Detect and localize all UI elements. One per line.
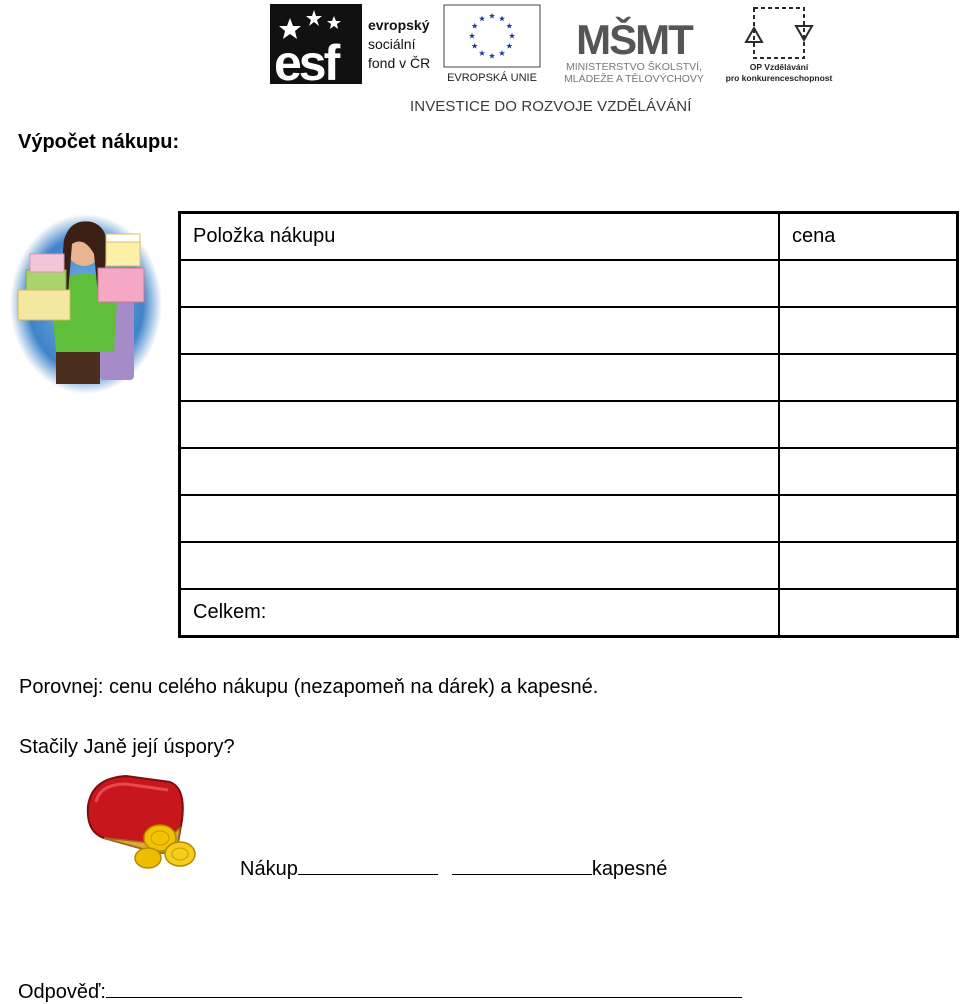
item-cell[interactable] xyxy=(180,307,780,354)
table-total-row xyxy=(180,589,958,637)
purchase-blank[interactable] xyxy=(298,856,438,875)
table-row xyxy=(180,307,958,354)
compare-instruction: Porovnej: cenu celého nákupu (nezapomeň na dárek) a kapesné. xyxy=(19,676,599,698)
logo-caption: INVESTICE DO ROZVOJE VZDĚLÁVÁNÍ xyxy=(410,98,692,115)
answer-label: Odpověď: xyxy=(18,981,106,1003)
table-row xyxy=(180,448,958,495)
purchase-table xyxy=(178,211,959,638)
item-cell[interactable] xyxy=(180,448,780,495)
price-cell[interactable] xyxy=(779,401,958,448)
wallet-coins-illustration xyxy=(82,772,200,876)
item-cell[interactable] xyxy=(180,260,780,307)
coin-icon xyxy=(135,848,161,868)
item-cell[interactable] xyxy=(180,542,780,589)
header-item: Položka nákupu xyxy=(180,213,780,261)
answer-blank[interactable] xyxy=(106,979,742,998)
comparison-left-label: Nákup xyxy=(240,858,298,880)
total-label: Celkem: xyxy=(180,589,780,637)
esf-logo xyxy=(270,4,438,84)
header-price: cena xyxy=(779,213,958,261)
shopping-woman-illustration xyxy=(10,214,162,394)
svg-text:sociální: sociální xyxy=(368,36,416,52)
svg-text:evropský: evropský xyxy=(368,17,430,33)
table-row xyxy=(180,542,958,589)
svg-text:EVROPSKÁ UNIE: EVROPSKÁ UNIE xyxy=(447,72,537,84)
item-cell[interactable] xyxy=(180,495,780,542)
svg-text:OP Vzdělávání: OP Vzdělávání xyxy=(749,62,809,72)
comparison-right-label: kapesné xyxy=(591,858,668,880)
answer-line xyxy=(18,979,742,1004)
eu-flag-logo xyxy=(443,4,541,84)
allowance-blank[interactable] xyxy=(452,856,592,875)
table-header-row xyxy=(180,213,958,261)
table-row xyxy=(180,354,958,401)
price-cell[interactable] xyxy=(779,260,958,307)
price-cell[interactable] xyxy=(779,307,958,354)
item-cell[interactable] xyxy=(180,354,780,401)
price-cell[interactable] xyxy=(779,448,958,495)
question-text: Stačily Janě její úspory? xyxy=(19,736,235,758)
price-cell[interactable] xyxy=(779,354,958,401)
table-row xyxy=(180,495,958,542)
price-cell[interactable] xyxy=(779,495,958,542)
svg-text:pro konkurenceschopnost: pro konkurenceschopnost xyxy=(725,73,833,83)
comparison-line xyxy=(240,856,667,881)
coin-icon xyxy=(165,842,195,866)
table-row xyxy=(180,401,958,448)
item-cell[interactable] xyxy=(180,401,780,448)
msmt-logo xyxy=(548,4,720,84)
svg-text:esf: esf xyxy=(274,35,338,84)
price-cell[interactable] xyxy=(779,542,958,589)
svg-text:fond v ČR: fond v ČR xyxy=(368,55,431,71)
svg-text:MŠMT: MŠMT xyxy=(576,16,692,63)
total-price-cell[interactable] xyxy=(779,589,958,637)
svg-text:MLÁDEŽE A TĚLOVÝCHOVY: MLÁDEŽE A TĚLOVÝCHOVY xyxy=(564,73,704,84)
op-vzdelavani-logo xyxy=(724,4,834,84)
worksheet-title: Výpočet nákupu: xyxy=(18,131,180,153)
svg-text:MINISTERSTVO ŠKOLSTVÍ,: MINISTERSTVO ŠKOLSTVÍ, xyxy=(566,61,702,73)
table-row xyxy=(180,260,958,307)
